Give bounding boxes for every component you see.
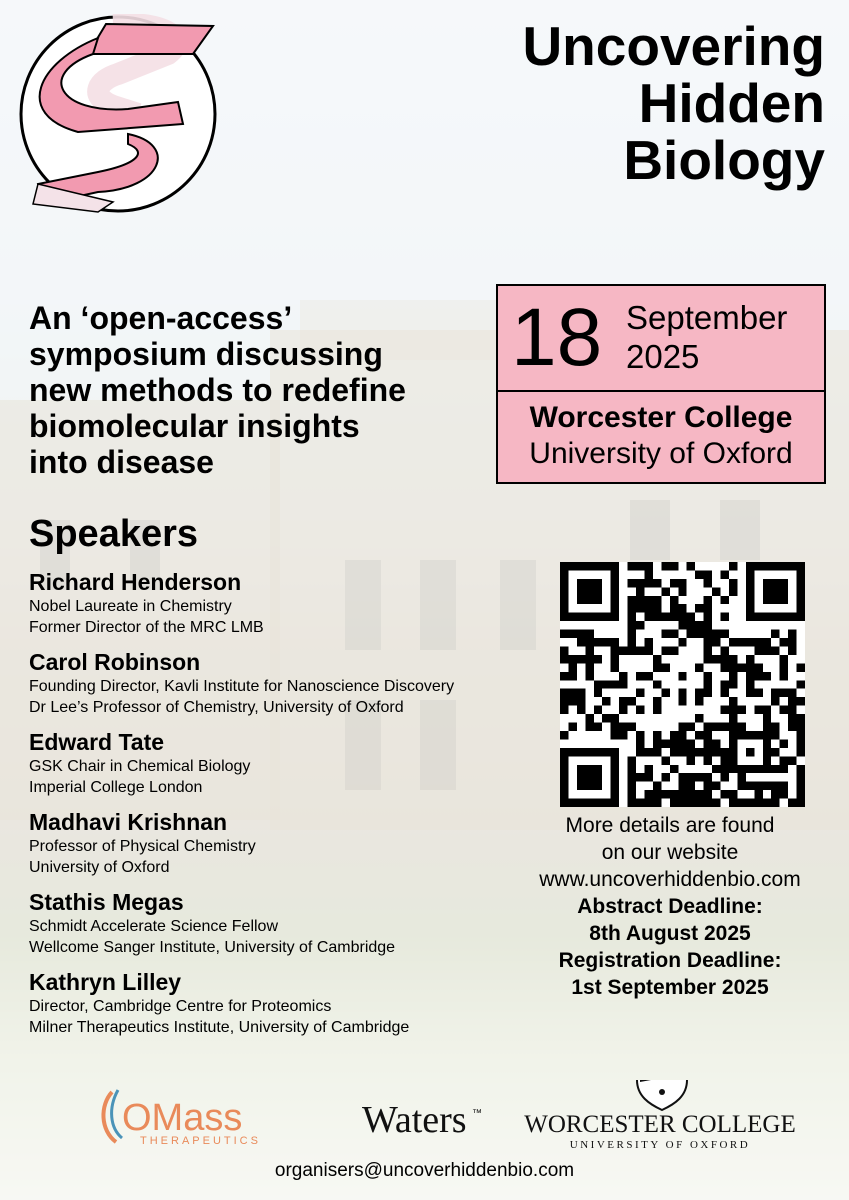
registration-deadline-label: Registration Deadline: xyxy=(558,949,782,972)
worcester-sub: UNIVERSITY OF OXFORD xyxy=(569,1139,751,1151)
speaker-name: Edward Tate xyxy=(29,729,165,755)
speaker-role: Dr Lee’s Professor of Chemistry, University of Oxford xyxy=(29,699,404,716)
speaker-role: Former Director of the MRC LMB xyxy=(29,619,264,636)
speaker-role: Director, Cambridge Centre for Proteomics xyxy=(29,998,332,1015)
tagline-line: An ‘open-access’ xyxy=(29,300,293,336)
venue-university: University of Oxford xyxy=(529,437,793,470)
info-text: More details are found xyxy=(565,814,775,837)
event-day: 18 xyxy=(511,292,603,383)
omass-sub: THERAPEUTICS xyxy=(140,1135,261,1147)
abstract-deadline-date: 8th August 2025 xyxy=(589,922,751,945)
venue-name: Worcester College xyxy=(529,401,793,434)
abstract-deadline-label: Abstract Deadline: xyxy=(577,895,763,918)
title-line: Hidden xyxy=(638,72,825,134)
tagline-line: symposium discussing xyxy=(29,336,383,372)
event-month-year xyxy=(626,298,787,376)
tagline-line: new methods to redefine xyxy=(29,372,406,408)
symposium-logo xyxy=(18,14,218,214)
speaker-role: Imperial College London xyxy=(29,779,203,796)
tagline-line: into disease xyxy=(29,444,214,480)
speaker-role: Professor of Physical Chemistry xyxy=(29,838,256,855)
event-month: September xyxy=(626,299,788,336)
speaker-role: GSK Chair in Chemical Biology xyxy=(29,758,251,775)
speaker-name: Stathis Megas xyxy=(29,889,184,915)
speaker-item xyxy=(29,728,569,798)
title-line: Uncovering xyxy=(522,15,825,77)
speakers-heading: Speakers xyxy=(29,513,199,555)
speaker-role: Nobel Laureate in Chemistry xyxy=(29,598,232,615)
speaker-item xyxy=(29,968,569,1038)
event-year: 2025 xyxy=(626,338,700,375)
speaker-role: Wellcome Sanger Institute, University of Cambridge xyxy=(29,939,396,956)
speaker-role: Schmidt Accelerate Science Fellow xyxy=(29,918,278,935)
speaker-list xyxy=(29,568,569,1048)
sponsor-logos xyxy=(0,1080,849,1160)
worcester-college-logo xyxy=(524,1080,796,1151)
contact-email[interactable]: organisers@uncoverhiddenbio.com xyxy=(274,1160,575,1181)
speaker-name: Kathryn Lilley xyxy=(29,969,182,995)
event-info xyxy=(500,812,840,1001)
speaker-name: Madhavi Krishnan xyxy=(29,809,228,835)
waters-name: Waters xyxy=(362,1099,467,1141)
website-link[interactable]: www.uncoverhiddenbio.com xyxy=(539,868,801,891)
speaker-item xyxy=(29,888,569,958)
date-venue-box xyxy=(496,284,826,484)
speaker-role: University of Oxford xyxy=(29,859,170,876)
omass-logo xyxy=(103,1090,261,1147)
registration-deadline-date: 1st September 2025 xyxy=(571,976,769,999)
info-text: on our website xyxy=(601,841,739,864)
speaker-item xyxy=(29,808,569,878)
speaker-name: Richard Henderson xyxy=(29,569,242,595)
speaker-item xyxy=(29,568,569,638)
worcester-name: WORCESTER COLLEGE xyxy=(524,1111,796,1138)
speaker-role: Founding Director, Kavli Institute for Nanoscience Discovery xyxy=(29,678,455,695)
tagline-line: biomolecular insights xyxy=(29,408,360,444)
waters-logo xyxy=(362,1099,482,1141)
venue-section xyxy=(498,392,824,472)
speaker-role: Milner Therapeutics Institute, University of Cambridge xyxy=(29,1019,410,1036)
speaker-name: Carol Robinson xyxy=(29,649,201,675)
tagline xyxy=(29,300,479,480)
website-qr-code[interactable] xyxy=(560,562,805,807)
omass-name: OMass xyxy=(122,1097,243,1139)
speaker-item xyxy=(29,648,569,718)
waters-tm: ™ xyxy=(472,1108,482,1119)
date-section xyxy=(498,286,824,392)
title-line: Biology xyxy=(623,129,825,191)
event-title xyxy=(425,15,825,191)
